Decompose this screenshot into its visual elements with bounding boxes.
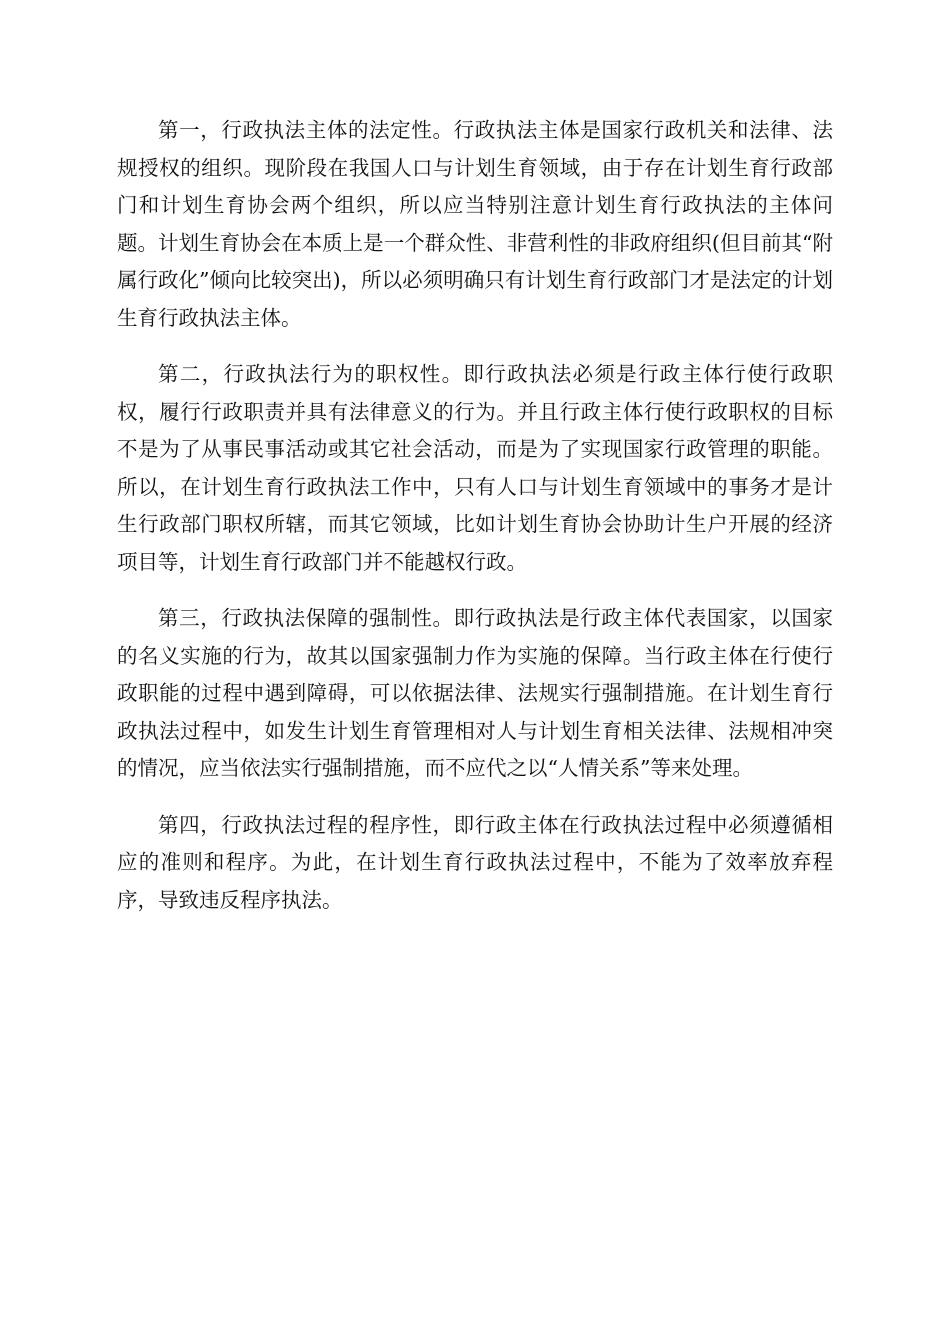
paragraph-procedure: 第四，行政执法过程的程序性，即行政主体在行政执法过程中必须遵循相应的准则和程序。为此，在计划生育行政执法过程中，不能为了效率放弃程序，导致违反程序执法。 xyxy=(117,812,833,912)
paragraph-legal-subject: 第一，行政执法主体的法定性。行政执法主体是国家行政机关和法律、法规授权的组织。现阶段在我国人口与计划生育领域，由于存在计划生育行政部门和计划生育协会两个组织，所以应当特别注意计划生育行政执法的主体问题。计划生育协会在本质上是一个群众性、非营利性的非政府组织(但目前其“附属行政化”倾向比较突出)，所以必须明确只有计划生育行政部门才是法定的计划生育行政执法主体。 xyxy=(117,118,833,330)
paragraph-enforcement: 第三，行政执法保障的强制性。即行政执法是行政主体代表国家，以国家的名义实施的行为，故其以国家强制力作为实施的保障。当行政主体在行使行政职能的过程中遇到障碍，可以依据法律、法规实行强制措施。在计划生育行政执法过程中，如发生计划生育管理相对人与计划生育相关法律、法规相冲突的情况，应当依法实行强制措施，而不应代之以“人情关系”等来处理。 xyxy=(117,606,833,780)
document-body xyxy=(117,112,833,919)
paragraph-authority: 第二，行政执法行为的职权性。即行政执法必须是行政主体行使行政职权，履行行政职责并具有法律意义的行为。并且行政主体行使行政职权的目标不是为了从事民事活动或其它社会活动，而是为了实现国家行政管理的职能。所以，在计划生育行政执法工作中，只有人口与计划生育领域中的事务才是计生行政部门职权所辖，而其它领域，比如计划生育协会协助计生户开展的经济项目等，计划生育行政部门并不能越权行政。 xyxy=(117,362,833,574)
